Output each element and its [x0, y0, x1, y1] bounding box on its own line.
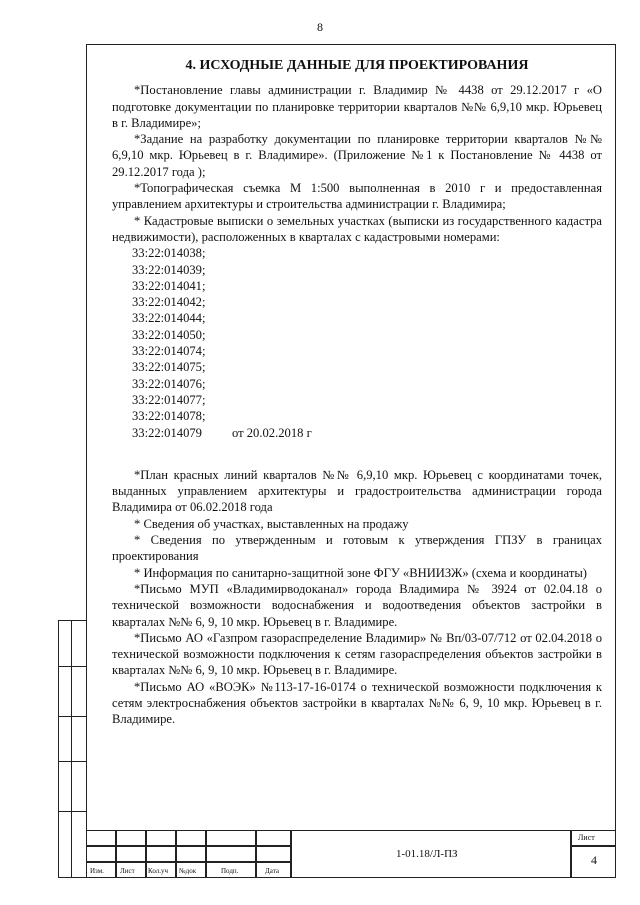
tb-cell	[176, 846, 206, 862]
sheet-number: 4	[591, 853, 597, 867]
paragraph: * Сведения по утвержденным и готовым к утверждения ГПЗУ в границах проектирования	[112, 533, 602, 564]
document-body	[112, 58, 602, 728]
sheet-label: Лист	[578, 833, 595, 842]
cadastral-number: 33:22:014039;	[132, 262, 206, 277]
paragraph: *Письмо МУП «Владимирводоканал» города Владимира № 3924 от 02.04.18 о технической возможности водоснабжения и водоотведения объектов застройки в кварталах №№ 6, 9, 10 мкр. Юрьевец в г. Владимире.	[112, 581, 602, 629]
tb-col-kolvo	[146, 862, 176, 878]
page-number: 8	[317, 20, 323, 34]
paragraph: *Задание на разработку документации по планировке территории кварталов №№ 6,9,10 мкр. Юрьевец в г. Владимире». (Приложение №1 к Постановление № 4438 от 29.12.2017 года );	[112, 132, 602, 179]
tb-col-label: Изм.	[90, 867, 104, 875]
tb-col-label: Подп.	[221, 867, 239, 875]
cadastral-number: 33:22:014044;	[132, 311, 206, 326]
tb-col-label: Лист	[120, 867, 135, 875]
cadastral-number: 33:22:014078;	[132, 409, 206, 424]
tb-col-podp	[206, 862, 256, 878]
cadastral-number: 33:22:014077;	[132, 392, 206, 407]
tb-col-list	[116, 862, 146, 878]
tb-cell	[146, 846, 176, 862]
paragraph: *Постановление главы администрации г. Владимир № 4438 от 29.12.2017 г «О подготовке документации по планировке территории кварталов №№ 6,9,10 мкр. Юрьевец в г. Владимире»;	[112, 83, 602, 130]
tb-col-label: Дата	[265, 867, 279, 875]
tb-col-ndok	[176, 862, 206, 878]
paragraph: *Письмо АО «ВОЭК» №113-17-16-0174 о технической возможности подключения к сетям электроснабжения объектов застройки в кварталах №№ 6, 9, 10 мкр. Юрьевец в г. Владимире.	[112, 679, 602, 727]
tb-cell	[86, 830, 116, 846]
extract-date: от 20.02.2018 г	[231, 425, 312, 440]
paragraph: * Информация по санитарно-защитной зоне ФГУ «ВНИИЗЖ» (схема и координаты)	[134, 565, 587, 580]
tb-cell	[146, 830, 176, 846]
paragraph: *Письмо АО «Газпром газораспределение Владимир» № Вп/03-07/712 от 02.04.2018 о технической возможности подключения к сетям газораспределения объектов застройки в кварталах №№ 6, 9, 10 мкр. Юрьевец в г. Владимире.	[112, 630, 602, 678]
stamp-divider	[59, 761, 86, 762]
paragraph: *План красных линий кварталов №№ 6,9,10 мкр. Юрьевец с координатами точек, выданных управлением архитектуры и градостроительства администрации города Владимира от 06.02.2018 года	[112, 467, 602, 515]
paragraph: * Кадастровые выписки о земельных участках (выписки из государственного кадастра недвижимости), расположенных в кварталах с кадастровыми номерами:	[112, 213, 602, 244]
left-stamp-strip	[58, 620, 86, 878]
paragraph: * Сведения об участках, выставленных на продажу	[134, 516, 409, 531]
tb-col-label: Кол.уч	[148, 867, 168, 875]
tb-col-izm	[86, 862, 116, 878]
cadastral-number: 33:22:014079	[132, 425, 202, 440]
tb-cell	[86, 846, 116, 862]
document-code: 1-01.18/Л-ПЗ	[396, 848, 458, 860]
cadastral-number: 33:22:014041;	[132, 278, 206, 293]
cadastral-number: 33:22:014042;	[132, 295, 206, 310]
cadastral-number: 33:22:014050;	[132, 327, 206, 342]
stamp-divider	[59, 666, 86, 667]
cadastral-number-last	[132, 425, 602, 441]
paragraph: *Топографическая съемка М 1:500 выполненная в 2010 г и предоставленная управлением архитектуры и строительства администрации г. Владимира;	[112, 181, 602, 212]
stamp-divider	[71, 621, 72, 877]
tb-cell	[176, 830, 206, 846]
spacer	[112, 441, 602, 467]
tb-cell	[206, 830, 256, 846]
tb-cell	[256, 830, 291, 846]
stamp-divider	[59, 716, 86, 717]
cadastral-number: 33:22:014038;	[132, 246, 206, 261]
cadastral-number: 33:22:014075;	[132, 360, 206, 375]
tb-col-label: №док	[179, 867, 197, 875]
title-block	[86, 830, 616, 878]
section-title: 4. ИСХОДНЫЕ ДАННЫЕ ДЛЯ ПРОЕКТИРОВАНИЯ	[185, 58, 529, 73]
tb-col-data	[256, 862, 291, 878]
cadastral-number: 33:22:014076;	[132, 376, 206, 391]
cadastral-number: 33:22:014074;	[132, 344, 206, 359]
tb-cell	[116, 830, 146, 846]
tb-cell	[206, 846, 256, 862]
cadastral-list	[112, 245, 602, 441]
tb-cell	[256, 846, 291, 862]
stamp-divider	[59, 811, 86, 812]
tb-cell	[116, 846, 146, 862]
